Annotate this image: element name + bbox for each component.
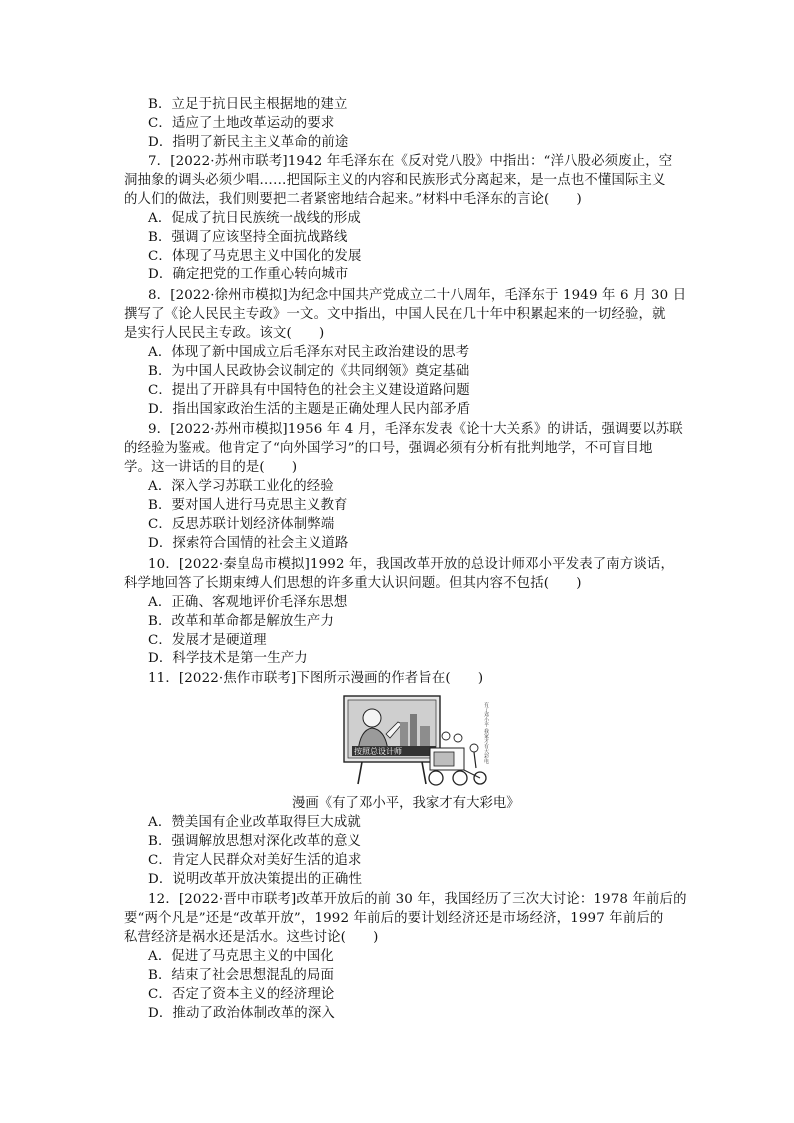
- q9-option-c[interactable]: C．反思苏联计划经济体制弊端: [148, 517, 335, 532]
- q8-option-a[interactable]: A．体现了新中国成立后毛泽东对民主政治建设的思考: [148, 345, 470, 360]
- q7-stem-line-3: 的人们的做法，我们则要把二者紧密地结合起来。”材料中毛泽东的言论( ): [124, 192, 582, 207]
- q9-stem-line-1: 9．[2022·苏州市模拟]1956 年 4 月，毛泽东发表《论十大关系》的讲话，强调要以苏联: [148, 422, 683, 437]
- q12-option-a[interactable]: A．促进了马克思主义的中国化: [148, 949, 334, 964]
- q8-stem-line-3: 是实行人民民主专政。该文( ): [124, 326, 325, 341]
- poster-slogan: 按照总设计师: [354, 747, 402, 756]
- q12-stem-line-2: 要“两个凡是”还是“改革开放”，1992 年前后的要计划经济还是市场经济，1997 年前后的: [124, 911, 664, 926]
- q11-option-a[interactable]: A．赞美国有企业改革取得巨大成就: [148, 815, 361, 830]
- q10-option-d[interactable]: D．科学技术是第一生产力: [148, 651, 308, 666]
- q7-option-c[interactable]: C．体现了马克思主义中国化的发展: [148, 249, 362, 264]
- q12-option-c[interactable]: C．否定了资本主义的经济理论: [148, 987, 335, 1002]
- q12-option-b[interactable]: B．结束了社会思想混乱的局面: [148, 968, 335, 983]
- q7-stem-line-2: 洞抽象的调头必须少唱……把国际主义的内容和民族形式分离起来，是一点也不懂国际主义: [124, 173, 666, 188]
- q9-stem-line-2: 的经验为鉴戒。他肯定了“向外国学习”的口号，强调必须有分析有批判地学，不可盲目地: [124, 441, 653, 456]
- q10-stem-line-2: 科学地回答了长期束缚人们思想的许多重大认识问题。但其内容不包括( ): [124, 576, 582, 591]
- q10-option-c[interactable]: C．发展才是硬道理: [148, 633, 267, 648]
- q6-option-c[interactable]: C．适应了土地改革运动的要求: [148, 116, 335, 131]
- q10-option-a[interactable]: A．正确、客观地评价毛泽东思想: [148, 595, 348, 610]
- q9-option-b[interactable]: B．要对国人进行马克思主义教育: [148, 498, 348, 513]
- q12-stem-line-3: 私营经济是祸水还是活水。这些讨论( ): [124, 930, 379, 945]
- q6-option-d[interactable]: D．指明了新民主主义革命的前途: [148, 135, 349, 150]
- q11-stem-line-1: 11．[2022·焦作市联考]下图所示漫画的作者旨在( ): [148, 671, 484, 686]
- q7-stem-line-1: 7．[2022·苏州市联考]1942 年毛泽东在《反对党八股》中指出：“洋八股必须废止，空: [148, 154, 673, 169]
- q7-option-d[interactable]: D．确定把党的工作重心转向城市: [148, 267, 349, 282]
- q10-stem-line-1: 10．[2022·秦皇岛市模拟]1992 年，我国改革开放的总设计师邓小平发表了南方谈话，: [148, 557, 675, 572]
- cartoon-signature: 有了邓小平 我家才有大彩电: [483, 702, 489, 764]
- q11-option-d[interactable]: D．说明改革开放决策提出的正确性: [148, 872, 362, 887]
- q9-stem-line-3: 学。这一讲话的目的是( ): [124, 460, 298, 475]
- q6-option-b[interactable]: B．立足于抗日民主根据地的建立: [148, 97, 348, 112]
- q8-option-d[interactable]: D．指出国家政治生活的主题是正确处理人民内部矛盾: [148, 402, 471, 417]
- cartoon-figure: [342, 692, 492, 790]
- q11-option-c[interactable]: C．肯定人民群众对美好生活的追求: [148, 853, 362, 868]
- q7-option-b[interactable]: B．强调了应该坚持全面抗战路线: [148, 230, 348, 245]
- q8-option-c[interactable]: C．提出了开辟具有中国特色的社会主义建设道路问题: [148, 383, 470, 398]
- q9-option-a[interactable]: A．深入学习苏联工业化的经验: [148, 479, 334, 494]
- figure-caption: 漫画《有了邓小平，我家才有大彩电》: [292, 796, 520, 811]
- q8-stem-line-2: 撰写了《论人民民主专政》一文。文中指出，中国人民在几十年中积累起来的一切经验，就: [124, 307, 666, 322]
- cartoon-illustration: [342, 692, 492, 790]
- q12-stem-line-1: 12．[2022·晋中市联考]改革开放后的前 30 年，我国经历了三次大讨论：1978 年前后的: [148, 892, 687, 907]
- q8-stem-line-1: 8．[2022·徐州市模拟]为纪念中国共产党成立二十八周年，毛泽东于 1949 年 6 月 30 日: [148, 288, 687, 303]
- q12-option-d[interactable]: D．推动了政治体制改革的深入: [148, 1006, 335, 1021]
- q8-option-b[interactable]: B．为中国人民政协会议制定的《共同纲领》奠定基础: [148, 364, 470, 379]
- q7-option-a[interactable]: A．促成了抗日民族统一战线的形成: [148, 211, 361, 226]
- q9-option-d[interactable]: D．探索符合国情的社会主义道路: [148, 536, 349, 551]
- q10-option-b[interactable]: B．改革和革命都是解放生产力: [148, 614, 335, 629]
- q11-option-b[interactable]: B．强调解放思想对深化改革的意义: [148, 834, 362, 849]
